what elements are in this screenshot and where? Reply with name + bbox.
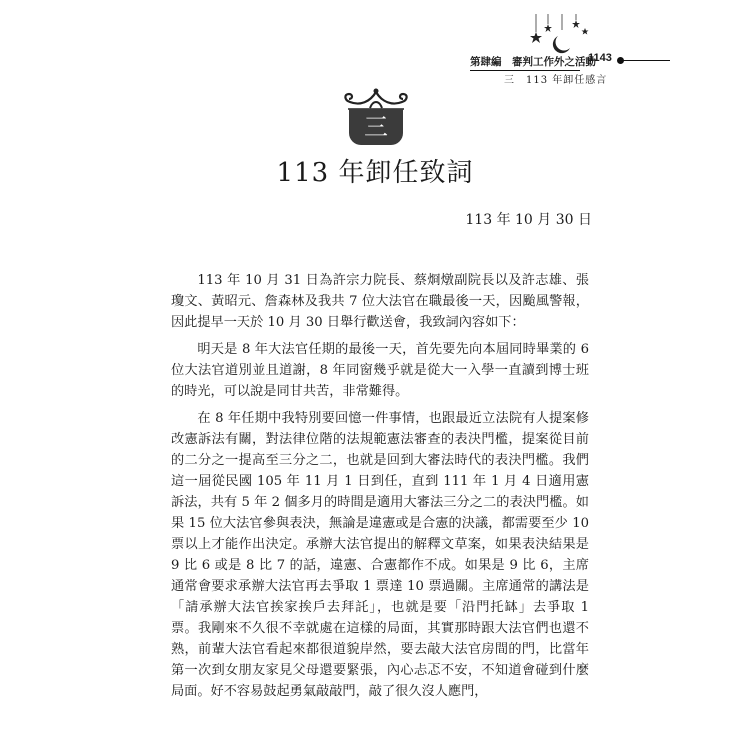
section-title: 三 113 年卸任感言 xyxy=(504,75,608,86)
paragraph: 113 年 10 月 31 日為許宗力院長、蔡烱燉副院長以及許志雄、張瓊文、黃昭元、詹森林及我共 7 位大法官在職最後一天，因颱風警報，因此提早一天於 10 月 30 日舉行歡送會，我致詞內容如下： xyxy=(171,273,589,330)
scroll-ornament-icon xyxy=(340,88,412,110)
running-header xyxy=(470,52,670,86)
paragraph: 在 8 年任期中我特別要回憶一件事情，也跟最近立法院有人提案修改憲訴法有關，對法律位階的法規範憲法審查的表決門檻，提案從目前的二分之一提高至三分之二，也就是回到大審法時代的表決門檻。我們這一屆從民國 105 年 11 月 1 日到任，直到 111 年 1 月 4 日適用憲訴法，共有 5 年 2 個多月的時間是適用大審法三分之二的表決門檻。如果 15 位大法官參與表決，無論是違憲或是合憲的決議，都需要至少 10 票以上才能作出決定。承辦大法官提出的解釋文草案，如果表決結果是 9 比 6 或是 8 比 7 的話，違憲、合憲都作不成。如果是 9 比 6，主席通常會要求承辦大法官再去爭取 1 票達 10 票過關。主席通常的講法是「請承辦大法官挨家挨戶去拜託」，也就是要「沿門托缽」去爭取 1 票。我剛來不久很不幸就處在這樣的局面，其實那時跟大法官們也還不熟，前輩大法官看起來都很道貌岸然，要去敲大法官房間的門，比當年第一次到女朋友家見父母還要緊張，內心忐忑不安，不知道會碰到什麼局面。好不容易鼓起勇氣敲敲門，敲了很久沒人應門， xyxy=(171,411,589,699)
hanging-stars-moon-icon xyxy=(530,14,590,54)
page-number: 1143 xyxy=(588,52,612,64)
header-line xyxy=(622,60,670,61)
paragraph: 明天是 8 年大法官任期的最後一天，首先要先向本屆同時畢業的 6 位大法官道別並且道謝，8 年同窗幾乎就是從大一入學一直讀到博士班的時光，可以說是同甘共苦，非常難得。 xyxy=(171,342,589,399)
chapter-title: 第肆編 審判工作外之活動 xyxy=(470,56,596,68)
page-title: 113 年卸任致詞 xyxy=(276,158,474,188)
section-number-badge: 三 xyxy=(349,109,403,145)
speech-date: 113 年 10 月 30 日 xyxy=(465,212,592,228)
body-text xyxy=(171,270,589,708)
